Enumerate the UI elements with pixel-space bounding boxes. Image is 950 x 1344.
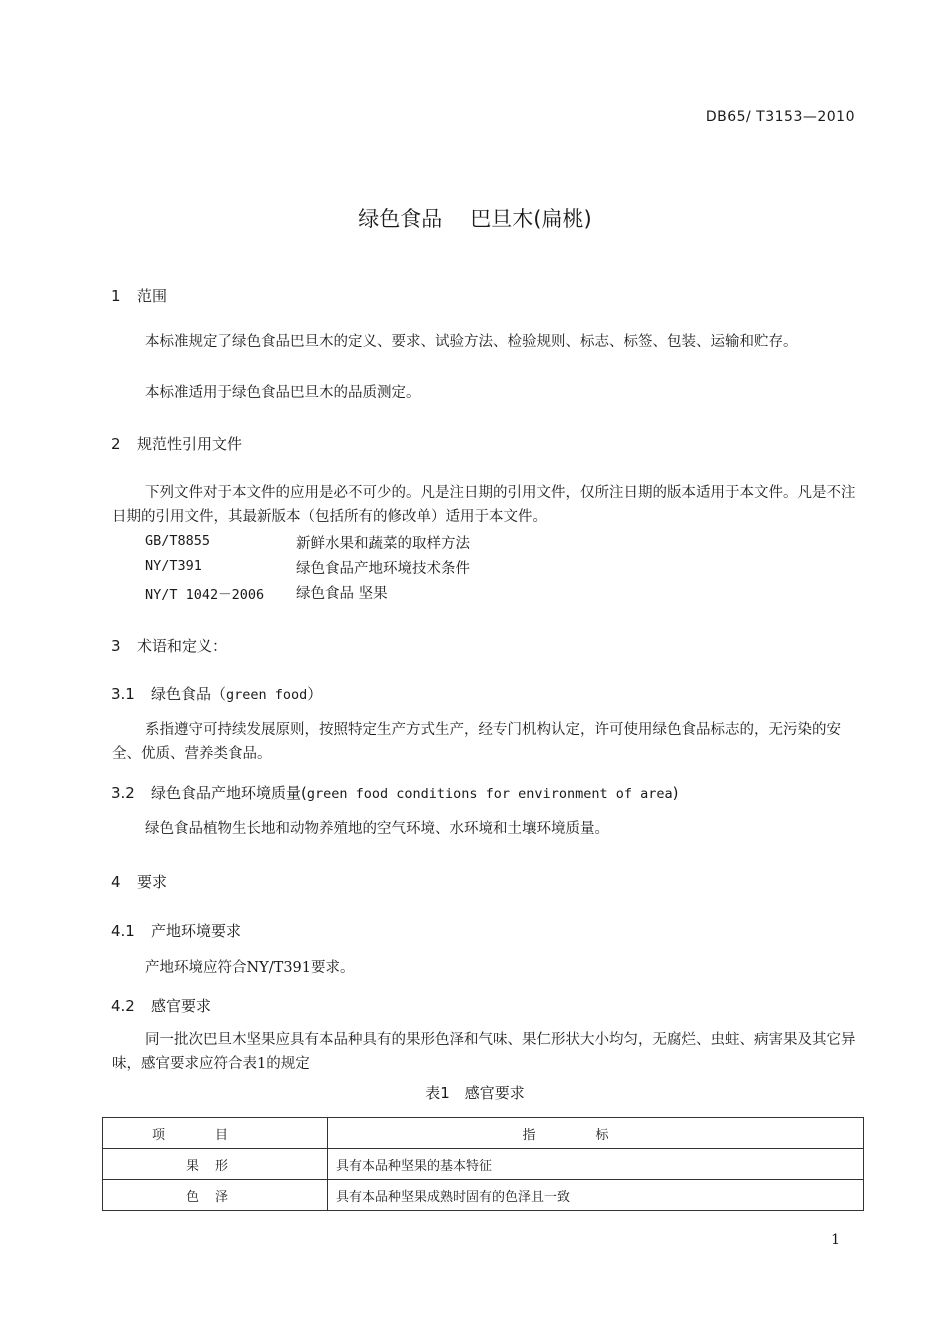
- title-part1: 绿色食品: [358, 207, 443, 231]
- table-cell-item: 果形: [103, 1149, 328, 1180]
- document-number: DB65/ T3153—2010: [705, 109, 855, 125]
- title-part2: 巴旦木(扁桃): [470, 207, 592, 231]
- reference-title: 绿色食品 坚果: [296, 586, 388, 602]
- table-header-item: 项目: [103, 1118, 328, 1149]
- section-4-2-heading: 4.2 感官要求: [111, 997, 212, 1015]
- section-3-heading: 3 术语和定义：: [111, 637, 228, 655]
- table-cell-indicator: 具有本品种坚果的基本特征: [328, 1149, 864, 1180]
- reference-title: 新鲜水果和蔬菜的取样方法: [296, 536, 470, 552]
- page-number: 1: [831, 1232, 840, 1248]
- section-4-2-paragraph: 同一批次巴旦木坚果应具有本品种具有的果形色泽和气味、果仁形状大小均匀，无腐烂、虫蛀、病害果及其它异味，感官要求应符合表1的规定: [112, 1032, 856, 1072]
- table-row: [103, 1149, 864, 1180]
- reference-code: NY/T391: [145, 558, 202, 574]
- page-title: [0, 203, 950, 233]
- table-header-indicator: 指标: [328, 1118, 864, 1149]
- sensory-requirements-table: [102, 1117, 864, 1211]
- section-1-heading: 1 范围: [111, 287, 168, 305]
- table-header-row: [103, 1118, 864, 1149]
- table-cell-item: 色泽: [103, 1180, 328, 1211]
- section-1-paragraph-2: 本标准适用于绿色食品巴旦木的品质测定。: [145, 385, 421, 401]
- section-1-paragraph-1: 本标准规定了绿色食品巴旦木的定义、要求、试验方法、检验规则、标志、标签、包装、运输和贮存。: [145, 334, 798, 350]
- section-2-heading: 2 规范性引用文件: [111, 435, 243, 453]
- table-row: [103, 1180, 864, 1211]
- section-4-1-paragraph: 产地环境应符合NY/T391要求。: [145, 960, 355, 976]
- section-3-1-heading: 3.1 绿色食品（green food）: [111, 685, 323, 703]
- section-3-2-heading: 3.2 绿色食品产地环境质量(green food conditions for environment of area): [111, 784, 679, 802]
- reference-code: GB/T8855: [145, 533, 211, 549]
- section-4-1-heading: 4.1 产地环境要求: [111, 922, 242, 940]
- section-3-1-paragraph: 系指遵守可持续发展原则，按照特定生产方式生产，经专门机构认定，许可使用绿色食品标志的，无污染的安全、优质、营养类食品。: [112, 722, 841, 762]
- reference-title: 绿色食品产地环境技术条件: [296, 561, 470, 577]
- section-2-paragraph: 下列文件对于本文件的应用是必不可少的。凡是注日期的引用文件，仅所注日期的版本适用于本文件。凡是不注日期的引用文件，其最新版本（包括所有的修改单）适用于本文件。: [112, 485, 856, 525]
- table-cell-indicator: 具有本品种坚果成熟时固有的色泽且一致: [328, 1180, 864, 1211]
- section-3-2-paragraph: 绿色食品植物生长地和动物养殖地的空气环境、水环境和土壤环境质量。: [145, 821, 609, 837]
- section-4-heading: 4 要求: [111, 873, 168, 891]
- table-caption: 表1 感官要求: [425, 1084, 525, 1102]
- reference-code: NY/T 1042－2006: [145, 587, 265, 603]
